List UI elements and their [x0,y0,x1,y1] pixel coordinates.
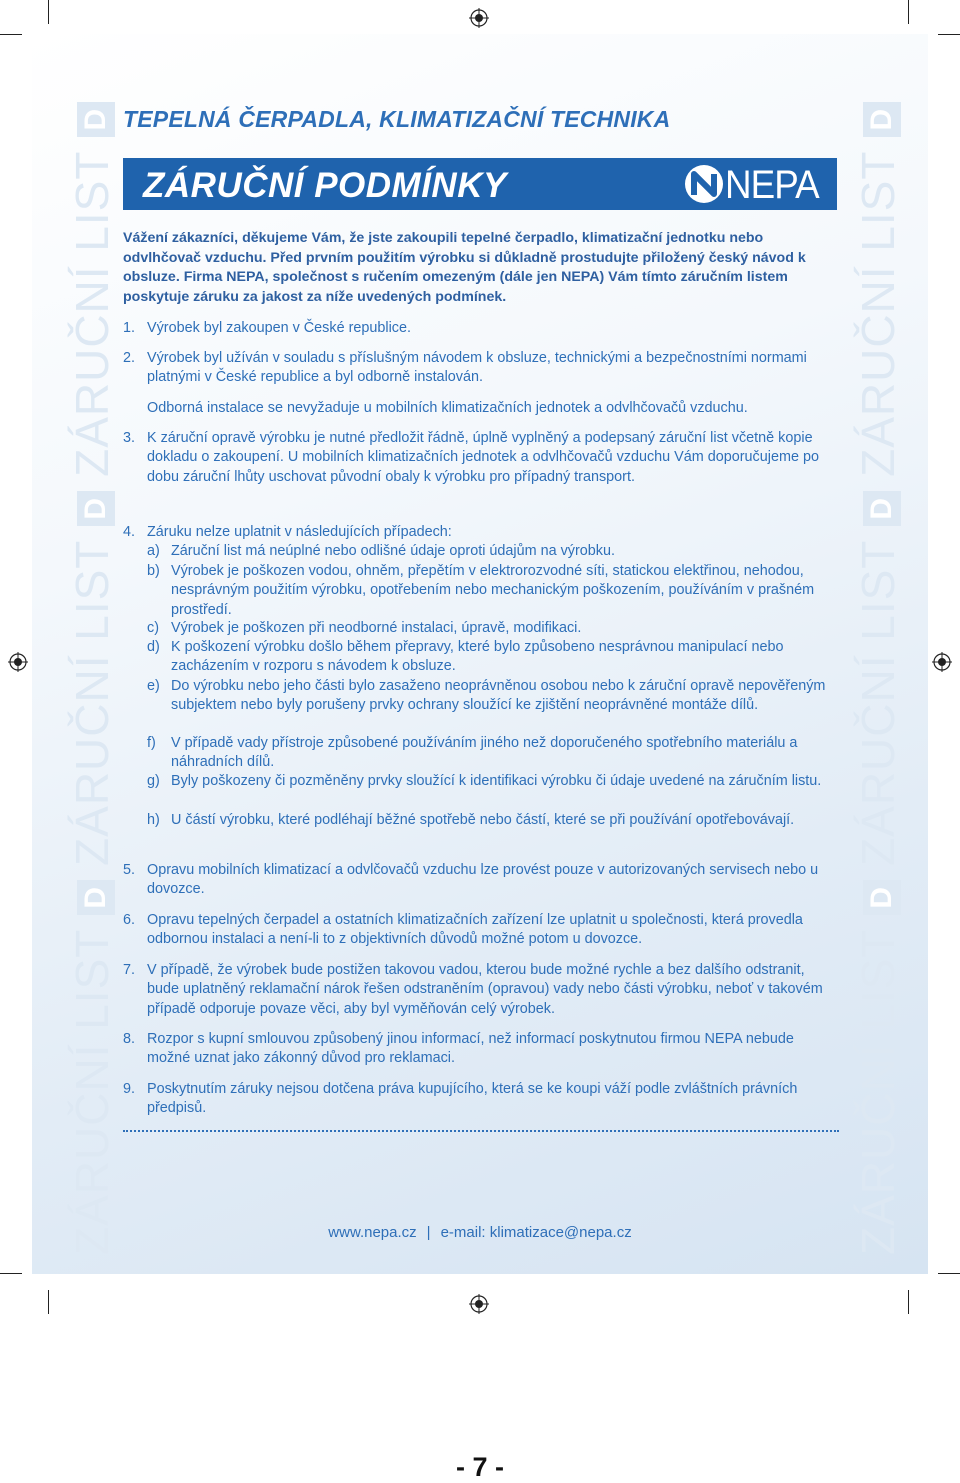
side-watermark-left: ZÁRUČNÍ LISTDZÁRUČNÍ LISTDZÁRUČNÍ LISTD [64,55,120,1255]
dotted-separator [123,1128,839,1132]
nepa-logo-icon [685,165,723,203]
nepa-logo [685,165,825,205]
side-watermark-right: ZÁRUČNÍ LISTDZÁRUČNÍ LISTDZÁRUČNÍ LISTD [850,55,906,1255]
crop-mark-icon [48,1290,49,1314]
page-number: - 7 - [455,1452,504,1482]
logo-text: NEPA [725,163,819,207]
registration-mark-icon [469,8,489,28]
crop-mark-icon [908,1290,909,1314]
crop-mark-icon [0,34,22,35]
crop-mark-icon [908,0,909,24]
footer-separator: | [426,1224,431,1241]
registration-mark-icon [8,652,28,672]
email-link[interactable]: e-mail: klimatizace@nepa.cz [440,1224,632,1241]
website-link[interactable]: www.nepa.cz [328,1224,417,1241]
registration-mark-icon [932,652,952,672]
page-header: TEPELNÁ ČERPADLA, KLIMATIZAČNÍ TECHNIKA [123,106,671,132]
registration-mark-icon [469,1294,489,1314]
crop-mark-icon [48,0,49,24]
footer-contact [0,1224,960,1241]
title-banner [123,158,837,210]
crop-mark-icon [938,34,960,35]
crop-mark-icon [938,1273,960,1274]
crop-mark-icon [0,1273,22,1274]
page-title: ZÁRUČNÍ PODMÍNKY [143,166,507,205]
intro-paragraph: Vážení zákazníci, děkujeme Vám, že jste zakoupili tepelné čerpadlo, klimatizační jednotku nebo odvlhčovač vzduchu. Před prvním použitím výrobku si důkladně prostudujte přiložený český návod k obsluze. Firma NEPA, společnost s ručením omezeným (dále jen NEPA) Vám tímto záručním listem poskytuje záruku za jakost za níže uvedených podmínek. [123,230,806,305]
